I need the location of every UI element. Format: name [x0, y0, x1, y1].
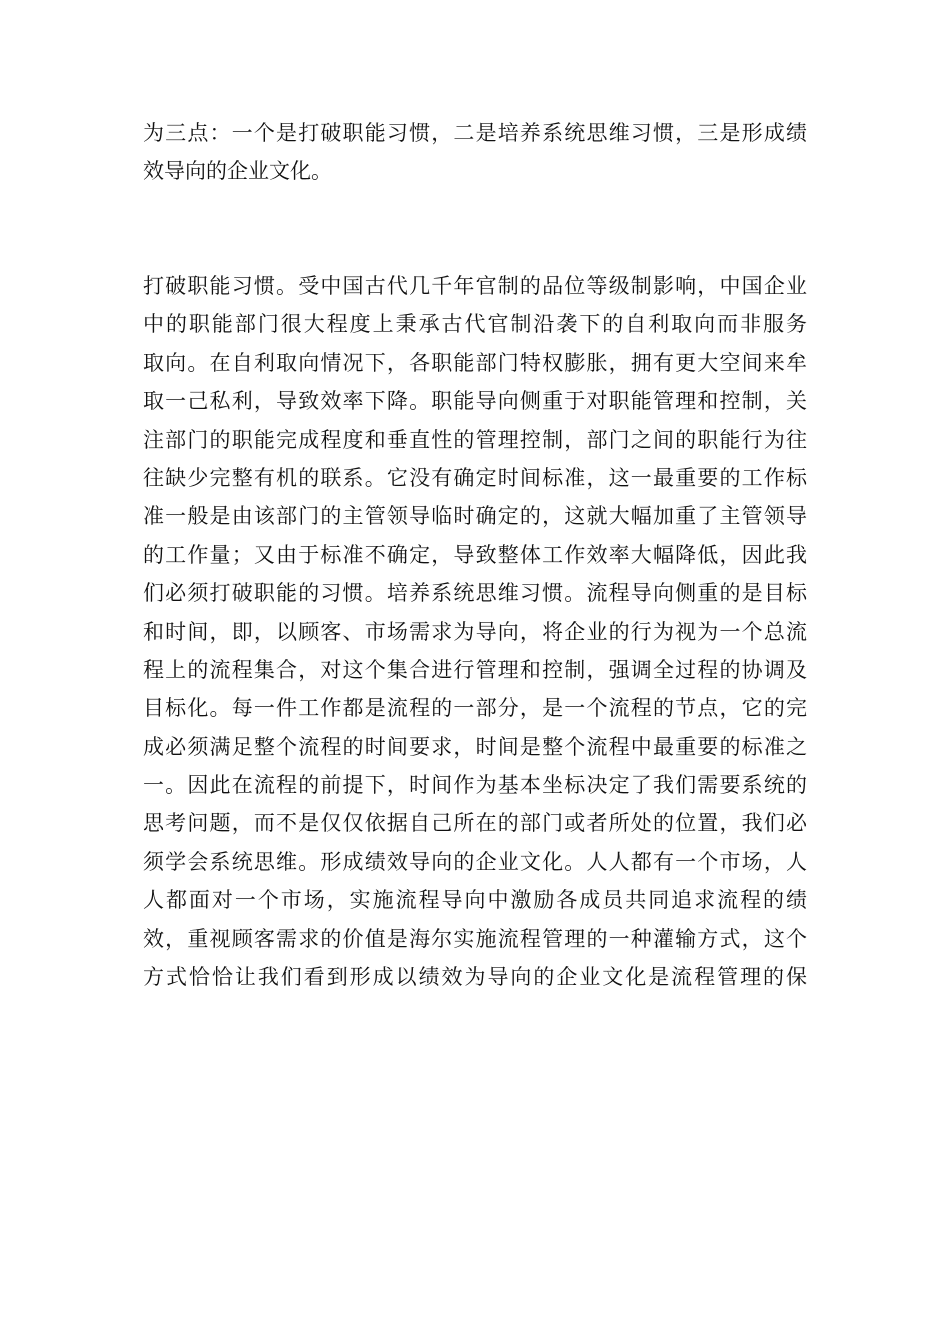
text-line: 效，重视顾客需求的价值是海尔实施流程管理的一种灌输方式，这个 [143, 926, 807, 951]
text-line: 人都面对一个市场，实施流程导向中激励各成员共同追求流程的绩 [143, 888, 807, 913]
paragraph-1 [143, 114, 807, 191]
text-line: 成必须满足整个流程的时间要求，时间是整个流程中最重要的标准之 [143, 734, 807, 759]
text-line: 须学会系统思维。形成绩效导向的企业文化。人人都有一个市场，人 [143, 849, 807, 874]
text-line: 准一般是由该部门的主管领导临时确定的，这就大幅加重了主管领导 [143, 504, 807, 529]
text-line: 们必须打破职能的习惯。培养系统思维习惯。流程导向侧重的是目标 [143, 581, 807, 606]
text-line: 方式恰恰让我们看到形成以绩效为导向的企业文化是流程管理的保 [143, 965, 807, 990]
text-line: 往缺少完整有机的联系。它没有确定时间标准，这一最重要的工作标 [143, 465, 807, 490]
text-line: 取向。在自利取向情况下，各职能部门特权膨胀，拥有更大空间来牟 [143, 350, 807, 375]
text-line: 注部门的职能完成程度和垂直性的管理控制，部门之间的职能行为往 [143, 427, 807, 452]
text-line: 目标化。每一件工作都是流程的一部分，是一个流程的节点，它的完 [143, 696, 807, 721]
text-line: 为三点：一个是打破职能习惯，二是培养系统思维习惯，三是形成绩 [143, 121, 807, 145]
text-line: 一。因此在流程的前提下，时间作为基本坐标决定了我们需要系统的 [143, 773, 807, 798]
paragraph-2 [143, 267, 807, 996]
text-line: 思考问题，而不是仅仅依据自己所在的部门或者所处的位置，我们必 [143, 811, 807, 836]
text-line: 效导向的企业文化。 [143, 159, 332, 184]
text-line: 打破职能习惯。受中国古代几千年官制的品位等级制影响，中国企业 [143, 274, 807, 298]
text-line: 程上的流程集合，对这个集合进行管理和控制，强调全过程的协调及 [143, 657, 807, 682]
text-line: 的工作量；又由于标准不确定，导致整体工作效率大幅降低，因此我 [143, 542, 807, 567]
text-line: 取一己私利，导致效率下降。职能导向侧重于对职能管理和控制，关 [143, 389, 807, 414]
text-line: 和时间，即，以顾客、市场需求为导向，将企业的行为视为一个总流 [143, 619, 807, 644]
text-line: 中的职能部门很大程度上秉承古代官制沿袭下的自利取向而非服务 [143, 312, 807, 337]
